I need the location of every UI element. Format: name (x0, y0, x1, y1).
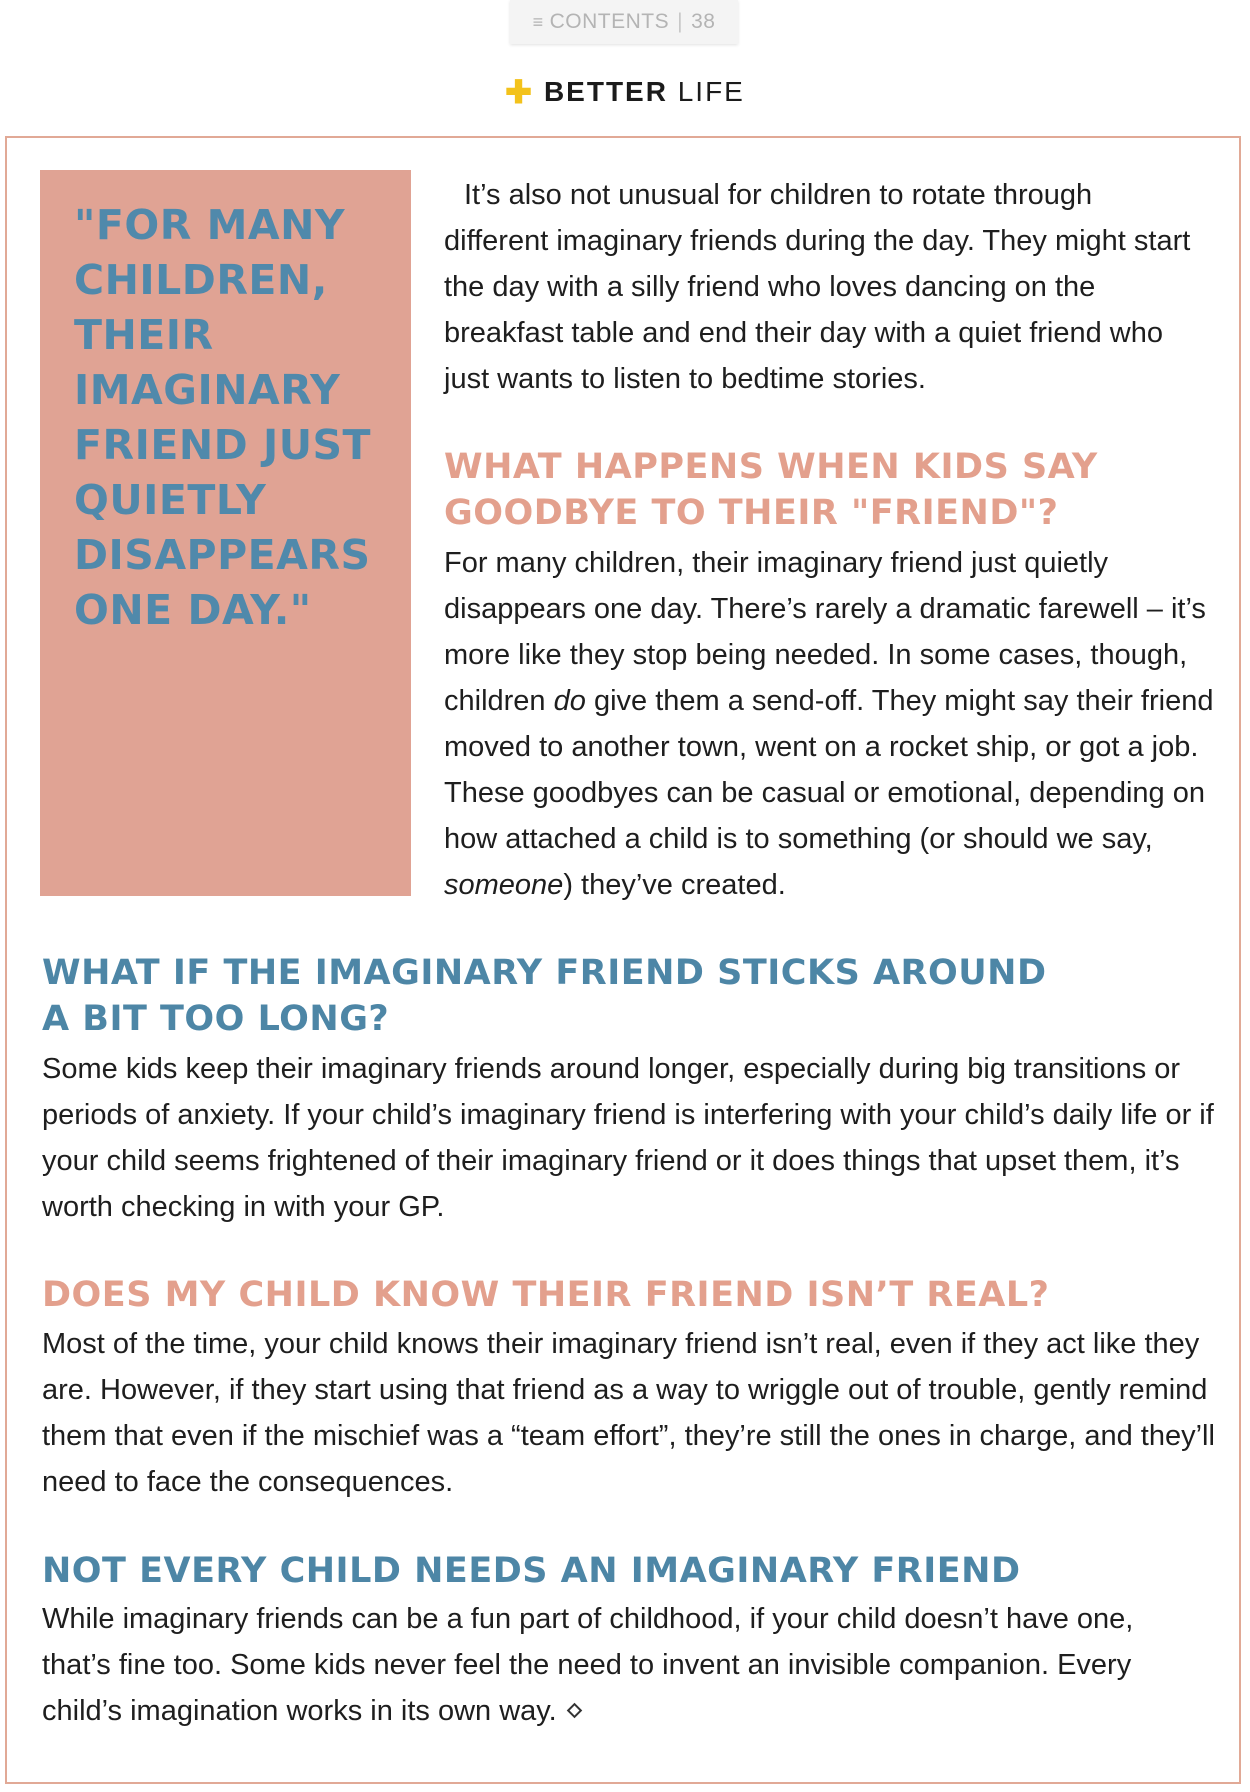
contents-label: CONTENTS (549, 10, 670, 33)
section-heading-goodbye: WHAT HAPPENS WHEN KIDS SAY GOODBYE TO THEIR "FRIEND"? (444, 447, 1098, 533)
brand-light: LIFE (677, 76, 745, 107)
end-mark-icon (566, 1703, 582, 1719)
section-body-not-every-child (42, 1596, 1152, 1734)
section-body-real: Most of the time, your child knows their imaginary friend isn’t real, even if they act like they are. However, if they start using that friend as a way to wriggle out of trouble, gently remind them that even if the mischief was a “team effort”, they’re still the ones in charge, and they’ll need to face the consequences. (42, 1328, 1215, 1498)
brand-bold: BETTER (543, 76, 668, 107)
body-text: ) they’ve created. (563, 869, 786, 901)
section-body-too-long: Some kids keep their imaginary friends around longer, especially during big transitions or periods of anxiety. If your child’s imaginary friend is interfering with your child’s daily life or if your child seems frightened of their imaginary friend or it does things that upset them, it’s worth checking in with your GP. (42, 1053, 1214, 1223)
emphasis-text: do (553, 685, 586, 717)
section-heading-not-every-child: NOT EVERY CHILD NEEDS AN IMAGINARY FRIEND (42, 1551, 1021, 1591)
separator: | (677, 10, 684, 33)
contents-tab[interactable] (510, 0, 738, 44)
plus-icon: ✚ (505, 74, 534, 110)
section-heading-real: DOES MY CHILD KNOW THEIR FRIEND ISN’T REAL? (42, 1275, 1050, 1315)
pull-quote (40, 170, 411, 896)
pull-quote-text: "FOR MANY CHILDREN, THEIR IMAGINARY FRIEND JUST QUIETLY DISAPPEARS ONE DAY." (74, 201, 372, 634)
body-text: give them a send-off. They might say their friend moved to another town, went on a rocket ship, or got a job. These goodbyes can be casual or emotional, depending on how attached a child is to something (or should we say, (444, 685, 1214, 855)
intro-paragraph: It’s also not unusual for children to rotate through different imaginary friends during the day. They might start the day with a silly friend who loves dancing on the breakfast table and end their day with a quiet friend who just wants to listen to bedtime stories. (444, 179, 1191, 395)
hamburger-icon: ≡ (532, 11, 544, 32)
section-heading-too-long: WHAT IF THE IMAGINARY FRIEND STICKS AROUND A BIT TOO LONG? (42, 953, 1047, 1039)
section-brand (0, 73, 1250, 111)
emphasis-text: someone (444, 869, 564, 901)
body-text: While imaginary friends can be a fun part of childhood, if your child doesn’t have one, that’s fine too. Some kids never feel the need to invent an invisible companion. Every child’s imagination works in its own way. (42, 1603, 1134, 1727)
body-text: For many children, their imaginary friend just quietly disappears one day. There’s rarely a dramatic farewell – it’s more like they stop being needed. In some cases, though, children (444, 547, 1206, 717)
page-number: 38 (691, 10, 716, 33)
section-body-goodbye (444, 540, 1214, 908)
